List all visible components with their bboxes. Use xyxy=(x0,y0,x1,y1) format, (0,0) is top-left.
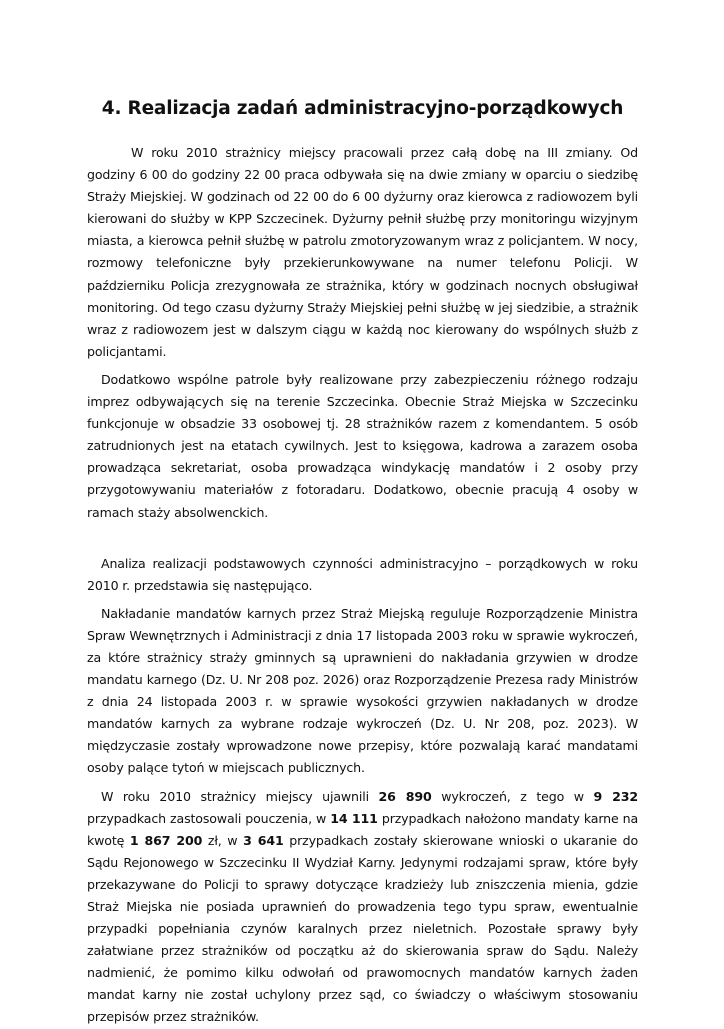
paragraph-regulations: Nakładanie mandatów karnych przez Straż Miejską reguluje Rozporządzenie Ministra Spraw Wewnętrznych i Administracji z dnia 17 listopada 2003 roku w sprawie wykroczeń, za które strażnicy straży gminnych są uprawnieni do nakładania grzywien w drodze mandatu karnego (Dz. U. Nr 208 poz. 2026) oraz Rozporządzenie Prezesa rady Ministrów z dnia 24 listopada 2003 r. w sprawie wysokości grzywien nakładanych w drodze mandatów karnych za wybrane rodzaje wykroczeń (Dz. U. Nr 208, poz. 2023). W międzyczasie zostały wprowadzone nowe przepisy, które pozwalają karać mandatami osoby palące tytoń w miejscach publicznych. xyxy=(87,605,638,776)
offences-total-value: 26 890 xyxy=(378,788,432,804)
stats-text-3: przypadkach zastosowali pouczenia, w xyxy=(87,810,327,826)
paragraph-shifts: W roku 2010 strażnicy miejscy pracowali przez całą dobę na III zmiany. Od godziny 6 00 do godziny 22 00 praca odbywała się na dwie zmiany w oparciu o siedzibę Straży Miejskiej. W godzinach od 22 00 do 6 00 dyżurny oraz kierowca z radiowozem byli kierowani do służby w KPP Szczecinek. Dyżurny pełnił służbę przy monitoringu wizyjnym miasta, a kierowca pełnił służbę w patrolu zmotoryzowanym wraz z policjantem. W nocy, rozmowy telefoniczne były przekierunkowywane na numer telefonu Policji. W październiku Policja zrezygnowała ze strażnika, który w godzinach nocnych obsługiwał monitoring. Od tego czasu dyżurny Straży Miejskiej pełni służbę w jej siedzibie, a strażnik wraz z radiowozem jest w dalszym ciągu w każdą noc kierowany do wspólnych służb z policjantami. xyxy=(87,145,638,359)
stats-text-4: przypadkach nałożono mandaty karne na kwotę xyxy=(87,810,639,848)
stats-text-1: W roku 2010 strażnicy miejscy ujawnili xyxy=(101,788,369,804)
paragraph-statistics xyxy=(87,786,638,1029)
document-page xyxy=(87,96,638,1029)
stats-text-6: przypadkach zostały skierowane wnioski o ukaranie do Sądu Rejonowego w Szczecinku II Wydział Karny. Jedynymi rodzajami spraw, które były przekazywane do Policji to sprawy dotyczące kradzieży lub zniszczenia mienia, gdzie Straż Miejska nie posiada uprawnień do prowadzenia tego typu spraw, ewentualnie przypadki popełniania czynów karalnych przez nieletnich. Pozostałe sprawy były załatwiane przez strażników od początku aż do skierowania spraw do Sądu. Należy nadmienić, że pomimo kilku odwołań od prawomocnych mandatów karnych żaden mandat karny nie został uchylony przez sąd, co świadczy o właściwym stosowaniu przepisów przez strażników. xyxy=(87,832,639,1025)
court-motions-value: 3 641 xyxy=(243,832,284,848)
fines-amount-value: 1 867 200 xyxy=(129,832,203,848)
paragraph-analysis-intro: Analiza realizacji podstawowych czynności administracyjno – porządkowych w roku 2010 r. przedstawia się następująco. xyxy=(87,555,638,593)
warnings-value: 9 232 xyxy=(593,788,638,804)
paragraph-staff: Dodatkowo wspólne patrole były realizowane przy zabezpieczeniu różnego rodzaju imprez odbywających się na terenie Szczecinka. Obecnie Straż Miejska w Szczecinku funkcjonuje w obsadzie 33 osobowej tj. 28 strażników razem z komendantem. 5 osób zatrudnionych jest na etatach cywilnych. Jest to księgowa, kadrowa a zarazem osoba prowadząca sekretariat, osoba prowadząca windykację mandatów i 2 osoby przy przygotowywaniu materiałów z fotoradaru. Dodatkowo, obecnie pracują 4 osoby w ramach staży absolwenckich. xyxy=(87,371,638,520)
stats-text-5: zł, w xyxy=(207,832,238,848)
stats-text-2: wykroczeń, z tego w xyxy=(441,788,584,804)
section-heading: 4. Realizacja zadań administracyjno-porządkowych xyxy=(101,98,624,119)
fines-count-value: 14 111 xyxy=(330,810,378,826)
